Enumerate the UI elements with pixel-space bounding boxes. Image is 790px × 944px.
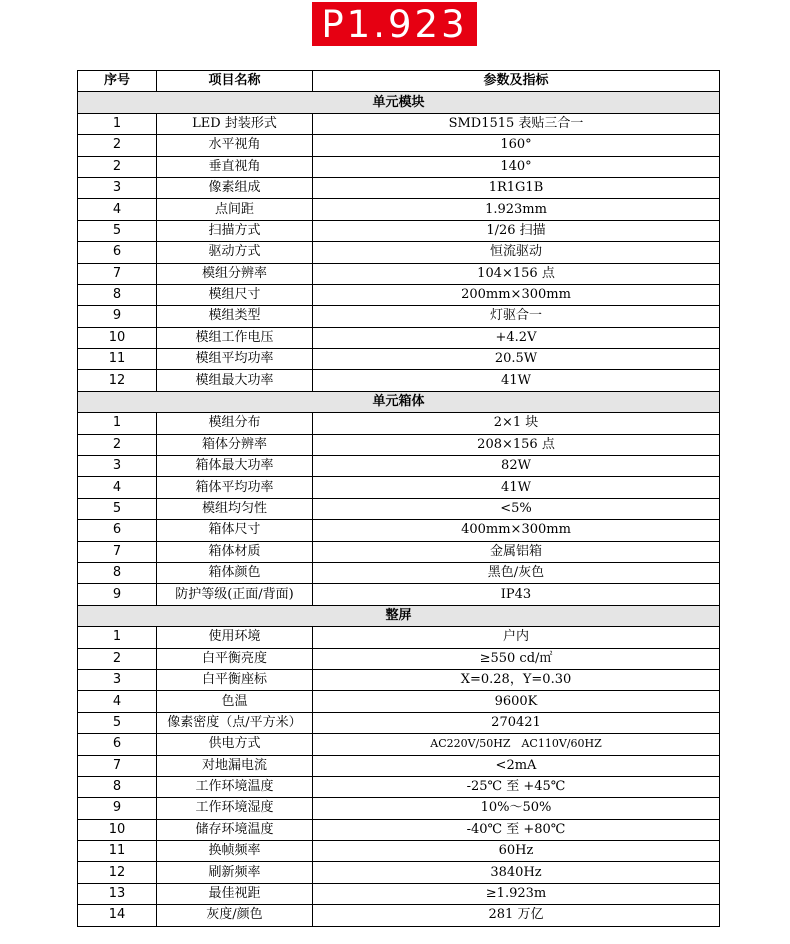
row-value: 140°	[313, 156, 720, 177]
row-value: 208×156 点	[313, 434, 720, 455]
row-value: 60Hz	[313, 841, 720, 862]
row-number: 2	[78, 135, 157, 156]
row-number: 4	[78, 477, 157, 498]
table-row	[78, 327, 720, 348]
row-value: <5%	[313, 498, 720, 519]
table-row	[78, 370, 720, 391]
row-value: 10%～50%	[313, 798, 720, 819]
row-item-name: 箱体材质	[157, 541, 313, 562]
table-row	[78, 776, 720, 797]
table-row	[78, 562, 720, 583]
spec-table	[77, 70, 720, 927]
row-item-name: 换帧频率	[157, 841, 313, 862]
row-item-name: 使用环境	[157, 627, 313, 648]
row-value: 1.923mm	[313, 199, 720, 220]
row-number: 1	[78, 113, 157, 134]
row-value: AC220V/50HZ AC110V/60HZ	[313, 734, 720, 755]
row-number: 7	[78, 263, 157, 284]
table-row	[78, 113, 720, 134]
row-value: 1R1G1B	[313, 177, 720, 198]
row-value: 160°	[313, 135, 720, 156]
header-no: 序号	[78, 71, 157, 92]
row-value: SMD1515 表贴三合一	[313, 113, 720, 134]
row-item-name: 工作环境温度	[157, 776, 313, 797]
row-item-name: 对地漏电流	[157, 755, 313, 776]
header-item: 项目名称	[157, 71, 313, 92]
row-item-name: 模组尺寸	[157, 284, 313, 305]
row-number: 2	[78, 156, 157, 177]
row-number: 9	[78, 306, 157, 327]
row-item-name: 像素密度（点/平方米）	[157, 712, 313, 733]
table-row	[78, 520, 720, 541]
table-row	[78, 349, 720, 370]
row-item-name: 模组工作电压	[157, 327, 313, 348]
row-item-name: 模组分辨率	[157, 263, 313, 284]
row-number: 8	[78, 284, 157, 305]
table-row	[78, 541, 720, 562]
row-number: 7	[78, 755, 157, 776]
row-item-name: 白平衡亮度	[157, 648, 313, 669]
table-row	[78, 669, 720, 690]
row-value: 金属铝箱	[313, 541, 720, 562]
row-value: 3840Hz	[313, 862, 720, 883]
table-row	[78, 284, 720, 305]
table-row	[78, 862, 720, 883]
row-value: 恒流驱动	[313, 242, 720, 263]
table-row	[78, 263, 720, 284]
product-title-badge	[312, 2, 477, 46]
table-row	[78, 135, 720, 156]
row-value: 270421	[313, 712, 720, 733]
row-item-name: 模组分布	[157, 413, 313, 434]
row-number: 10	[78, 327, 157, 348]
row-number: 5	[78, 712, 157, 733]
section-header-row	[78, 391, 720, 412]
table-row	[78, 220, 720, 241]
row-number: 4	[78, 691, 157, 712]
section-title: 整屏	[78, 605, 720, 626]
table-row	[78, 434, 720, 455]
row-item-name: 垂直视角	[157, 156, 313, 177]
row-value: 户内	[313, 627, 720, 648]
product-title: P1.923	[321, 2, 468, 46]
table-body	[78, 92, 720, 926]
row-item-name: 模组最大功率	[157, 370, 313, 391]
table-row	[78, 798, 720, 819]
table-row	[78, 498, 720, 519]
row-number: 2	[78, 434, 157, 455]
row-value: 黑色/灰色	[313, 562, 720, 583]
table-row	[78, 734, 720, 755]
row-number: 3	[78, 177, 157, 198]
table-row	[78, 477, 720, 498]
row-value: 104×156 点	[313, 263, 720, 284]
table-row	[78, 584, 720, 605]
table-row	[78, 648, 720, 669]
section-header-row	[78, 92, 720, 113]
row-item-name: 像素组成	[157, 177, 313, 198]
row-number: 14	[78, 905, 157, 926]
table-row	[78, 156, 720, 177]
row-number: 12	[78, 370, 157, 391]
row-number: 9	[78, 584, 157, 605]
row-number: 2	[78, 648, 157, 669]
row-item-name: 箱体分辨率	[157, 434, 313, 455]
row-value: 20.5W	[313, 349, 720, 370]
table-row	[78, 199, 720, 220]
row-item-name: 箱体最大功率	[157, 456, 313, 477]
row-item-name: 最佳视距	[157, 883, 313, 904]
row-item-name: 箱体颜色	[157, 562, 313, 583]
row-value: 400mm×300mm	[313, 520, 720, 541]
table-row	[78, 841, 720, 862]
table-row	[78, 177, 720, 198]
row-value: 灯驱合一	[313, 306, 720, 327]
row-number: 11	[78, 841, 157, 862]
table-row	[78, 712, 720, 733]
row-item-name: 色温	[157, 691, 313, 712]
row-item-name: 驱动方式	[157, 242, 313, 263]
row-number: 4	[78, 199, 157, 220]
table-row	[78, 242, 720, 263]
row-item-name: 模组平均功率	[157, 349, 313, 370]
row-value: 281 万亿	[313, 905, 720, 926]
section-header-row	[78, 605, 720, 626]
row-item-name: LED 封装形式	[157, 113, 313, 134]
row-number: 8	[78, 776, 157, 797]
row-value: -25℃ 至 +45℃	[313, 776, 720, 797]
row-item-name: 点间距	[157, 199, 313, 220]
row-number: 7	[78, 541, 157, 562]
row-item-name: 箱体尺寸	[157, 520, 313, 541]
header-value: 参数及指标	[313, 71, 720, 92]
row-item-name: 水平视角	[157, 135, 313, 156]
row-item-name: 灰度/颜色	[157, 905, 313, 926]
row-value: 41W	[313, 477, 720, 498]
section-title: 单元模块	[78, 92, 720, 113]
row-value: ≥550 cd/㎡	[313, 648, 720, 669]
row-value: ≥1.923m	[313, 883, 720, 904]
row-number: 12	[78, 862, 157, 883]
row-number: 6	[78, 734, 157, 755]
row-number: 1	[78, 413, 157, 434]
table-row	[78, 819, 720, 840]
row-number: 11	[78, 349, 157, 370]
row-number: 6	[78, 242, 157, 263]
row-value: 9600K	[313, 691, 720, 712]
row-number: 1	[78, 627, 157, 648]
section-title: 单元箱体	[78, 391, 720, 412]
row-value: 41W	[313, 370, 720, 391]
row-value: 82W	[313, 456, 720, 477]
row-number: 5	[78, 220, 157, 241]
row-item-name: 模组类型	[157, 306, 313, 327]
row-item-name: 供电方式	[157, 734, 313, 755]
table-row	[78, 883, 720, 904]
row-item-name: 工作环境湿度	[157, 798, 313, 819]
row-value: 2×1 块	[313, 413, 720, 434]
row-value: IP43	[313, 584, 720, 605]
row-item-name: 箱体平均功率	[157, 477, 313, 498]
row-item-name: 防护等级(正面/背面)	[157, 584, 313, 605]
row-number: 3	[78, 456, 157, 477]
row-value: 1/26 扫描	[313, 220, 720, 241]
row-number: 6	[78, 520, 157, 541]
row-value: +4.2V	[313, 327, 720, 348]
table-row	[78, 306, 720, 327]
table-row	[78, 905, 720, 926]
table-row	[78, 456, 720, 477]
table-header-row	[78, 71, 720, 92]
row-number: 9	[78, 798, 157, 819]
row-number: 13	[78, 883, 157, 904]
row-item-name: 模组均匀性	[157, 498, 313, 519]
row-value: -40℃ 至 +80℃	[313, 819, 720, 840]
row-item-name: 扫描方式	[157, 220, 313, 241]
table-row	[78, 627, 720, 648]
row-number: 3	[78, 669, 157, 690]
table-row	[78, 691, 720, 712]
row-value: 200mm×300mm	[313, 284, 720, 305]
row-value: <2mA	[313, 755, 720, 776]
row-number: 8	[78, 562, 157, 583]
row-number: 5	[78, 498, 157, 519]
row-item-name: 刷新频率	[157, 862, 313, 883]
table-row	[78, 755, 720, 776]
row-item-name: 储存环境温度	[157, 819, 313, 840]
row-number: 10	[78, 819, 157, 840]
row-item-name: 白平衡座标	[157, 669, 313, 690]
table-row	[78, 413, 720, 434]
row-value: X=0.28，Y=0.30	[313, 669, 720, 690]
